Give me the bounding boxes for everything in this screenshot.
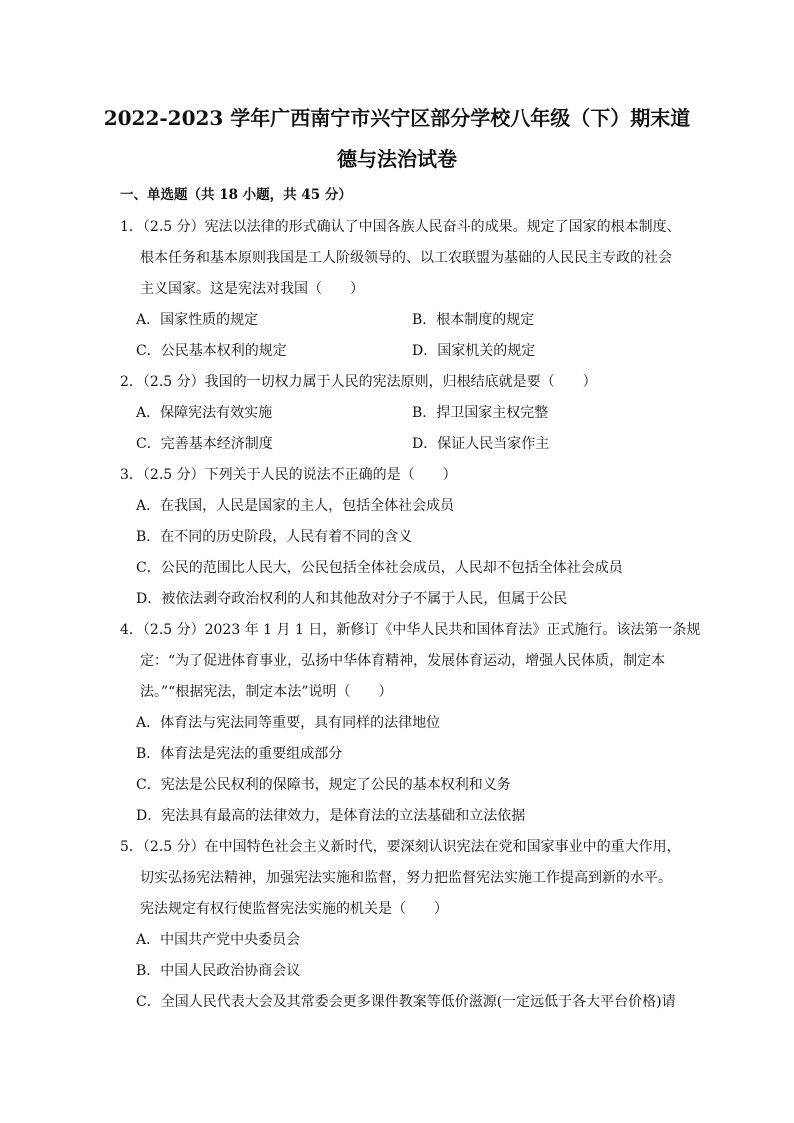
exam-title-line-2: 德与法治试卷	[337, 147, 457, 171]
exam-title-line-1: 2022-2023 学年广西南宁市兴宁区部分学校八年级（下）期末道	[103, 106, 691, 130]
question-3-option-c: C．公民的范围比人民大，公民包括全体社会成员，人民却不包括全体社会成员	[136, 560, 623, 576]
question-5-option-c: C．全国人民代表大会及其常委会更多课件教案等低价滋源(一定远低于各大平台价格)请	[136, 994, 676, 1010]
section-heading: 一、单选题（共 18 小题，共 45 分）	[120, 187, 352, 203]
question-4-option-b: B．体育法是宪法的重要组成部分	[136, 746, 343, 762]
question-1-line-3: 主义国家。这是宪法对我国（ ）	[140, 281, 364, 297]
question-1-option-d: D．国家机关的规定	[412, 343, 536, 359]
question-2-line-1: 2．（2.5 分）我国的一切权力属于人民的宪法原则，归根结底就是要（ ）	[120, 374, 597, 390]
question-2-option-b: B．捍卫国家主权完整	[412, 405, 549, 421]
question-4-option-c: C．宪法是公民权利的保障书，规定了公民的基本权利和义务	[136, 777, 511, 793]
question-3-option-b: B．在不同的历史阶段，人民有着不同的含义	[136, 529, 413, 545]
question-2-option-d: D．保证人民当家作主	[412, 436, 550, 452]
question-5-option-b: B．中国人民政治协商会议	[136, 963, 301, 979]
question-4-option-d: D．宪法具有最高的法律效力，是体育法的立法基础和立法依据	[136, 808, 526, 824]
question-4-line-3: 法。”“根据宪法，制定本法”说明（ ）	[140, 684, 393, 700]
question-3-option-d: D．被依法剥夺政治权利的人和其他敌对分子不属于人民，但属于公民	[136, 591, 568, 607]
question-1-option-c: C．公民基本权利的规定	[136, 343, 287, 359]
question-1-option-b: B．根本制度的规定	[412, 312, 535, 328]
question-4-option-a: A．体育法与宪法同等重要，具有同样的法律地位	[136, 715, 441, 731]
question-2-option-c: C．完善基本经济制度	[136, 436, 273, 452]
question-3-option-a: A．在我国，人民是国家的主人，包括全体社会成员	[136, 498, 455, 514]
question-5-line-3: 宪法规定有权行使监督宪法实施的机关是（ ）	[140, 901, 448, 917]
question-5-line-1: 5．（2.5 分）在中国特色社会主义新时代，要深刻认识宪法在党和国家事业中的重大作用，	[120, 839, 681, 855]
question-3-line-1: 3．（2.5 分）下列关于人民的说法不正确的是（ ）	[120, 467, 457, 483]
question-4-line-1: 4．（2.5 分）2023 年 1 月 1 日，新修订《中华人民共和国体育法》正式施行。该法第一条规	[120, 622, 701, 638]
question-1-line-2: 根本任务和基本原则我国是工人阶级领导的、以工农联盟为基础的人民民主专政的社会	[140, 250, 672, 266]
question-5-line-2: 切实弘扬宪法精神，加强宪法实施和监督，努力把监督宪法实施工作提高到新的水平。	[140, 870, 672, 886]
question-5-option-a: A．中国共产党中央委员会	[136, 932, 301, 948]
question-1-option-a: A．国家性质的规定	[136, 312, 259, 328]
question-4-line-2: 定：“为了促进体育事业，弘扬中华体育精神，发展体育运动，增强人民体质，制定本	[140, 653, 666, 669]
question-2-option-a: A．保障宪法有效实施	[136, 405, 273, 421]
question-1-line-1: 1．（2.5 分）宪法以法律的形式确认了中国各族人民奋斗的成果。规定了国家的根本制度、	[120, 219, 681, 235]
